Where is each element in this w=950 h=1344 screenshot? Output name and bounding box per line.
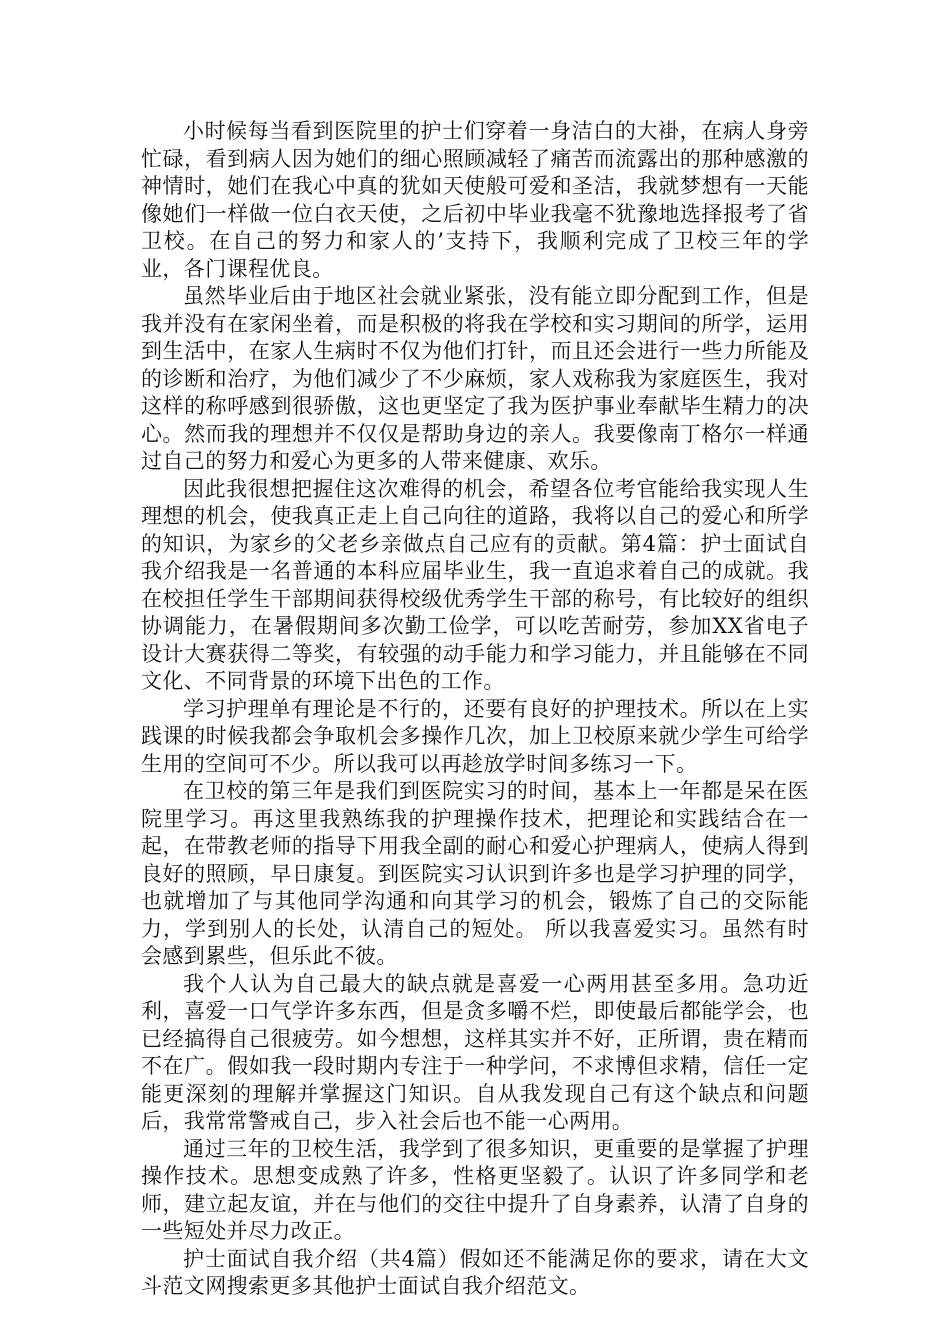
paragraph-5: 在卫校的第三年是我们到医院实习的时间，基本上一年都是呆在医院里学习。再这里我熟练我的护理操作技术，把理论和实践结合在一起，在带教老师的指导下用我全副的耐心和爱心护理病人，使病人得到良好的照顾，早日康复。到医院实习认识到许多也是学习护理的同学，也就增加了与其他同学沟通和向其学习的机会，锻炼了自己的交际能力，学到别人的长处，认清自己的短处。 所以我喜爱实习。虽然有时会感到累些，但乐此不彼。 — [141, 779, 809, 968]
paragraph-2: 虽然毕业后由于地区社会就业紧张，没有能立即分配到工作，但是我并没有在家闲坐着，而是积极的将我在学校和实习期间的所学，运用到生活中，在家人生病时不仅为他们打针，而且还会进行一些力所能及的诊断和治疗，为他们减少了不少麻烦，家人戏称我为家庭医生，我对这样的称呼感到很骄傲，这也更坚定了我为医护事业奉献毕生精力的决心。然而我的理想并不仅仅是帮助身边的亲人。我要像南丁格尔一样通过自己的努力和爱心为更多的人带来健康、欢乐。 — [141, 284, 809, 473]
paragraph-6: 我个人认为自己最大的缺点就是喜爱一心两用甚至多用。急功近利，喜爱一口气学许多东西，但是贪多嚼不烂，即使最后都能学会，也已经搞得自己很疲劳。如今想想，这样其实并不好，正所谓，贵在精而不在广。假如我一段时期内专注于一种学问，不求博但求精，信任一定能更深刻的理解并掌握这门知识。自从我发现自己有这个缺点和问题后，我常常警戒自己，步入社会后也不能一心两用。 — [141, 971, 809, 1133]
paragraph-7: 通过三年的卫校生活，我学到了很多知识，更重要的是掌握了护理操作技术。思想变成熟了许多，性格更坚毅了。认识了许多同学和老师，建立起友谊，并在与他们的交往中提升了自身素养，认清了自身的一些短处并尽力改正。 — [141, 1136, 809, 1243]
paragraph-8: 护士面试自我介绍（共4篇）假如还不能满足你的要求，请在大文斗范文网搜索更多其他护士面试自我介绍范文。 — [141, 1246, 809, 1298]
paragraph-1: 小时候每当看到医院里的护士们穿着一身洁白的大褂，在病人身旁忙碌，看到病人因为她们的细心照顾减轻了痛苦而流露出的那种感激的神情时，她们在我心中真的犹如天使般可爱和圣洁，我就梦想有一天能像她们一样做一位白衣天使，之后初中毕业我毫不犹豫地选择报考了省卫校。在自己的努力和家人的’支持下，我顺利完成了卫校三年的学业，各门课程优良。 — [141, 119, 809, 281]
document-body — [141, 118, 809, 1301]
paragraph-3: 因此我很想把握住这次难得的机会，希望各位考官能给我实现人生理想的机会，使我真正走上自己向往的道路，我将以自己的爱心和所学的知识，为家乡的父老乡亲做点自己应有的贡献。第4篇：护士面试自我介绍我是一名普通的本科应届毕业生，我一直追求着自己的成就。我在校担任学生干部期间获得校级优秀学生干部的称号，有比较好的组织协调能力，在暑假期间多次勤工俭学，可以吃苦耐劳，参加XX省电子设计大赛获得二等奖，有较强的动手能力和学习能力，并且能够在不同文化、不同背景的环境下出色的工作。 — [141, 476, 809, 693]
paragraph-4: 学习护理单有理论是不行的，还要有良好的护理技术。所以在上实践课的时候我都会争取机会多操作几次，加上卫校原来就少学生可给学生用的空间可不少。所以我可以再趁放学时间多练习一下。 — [141, 696, 809, 776]
